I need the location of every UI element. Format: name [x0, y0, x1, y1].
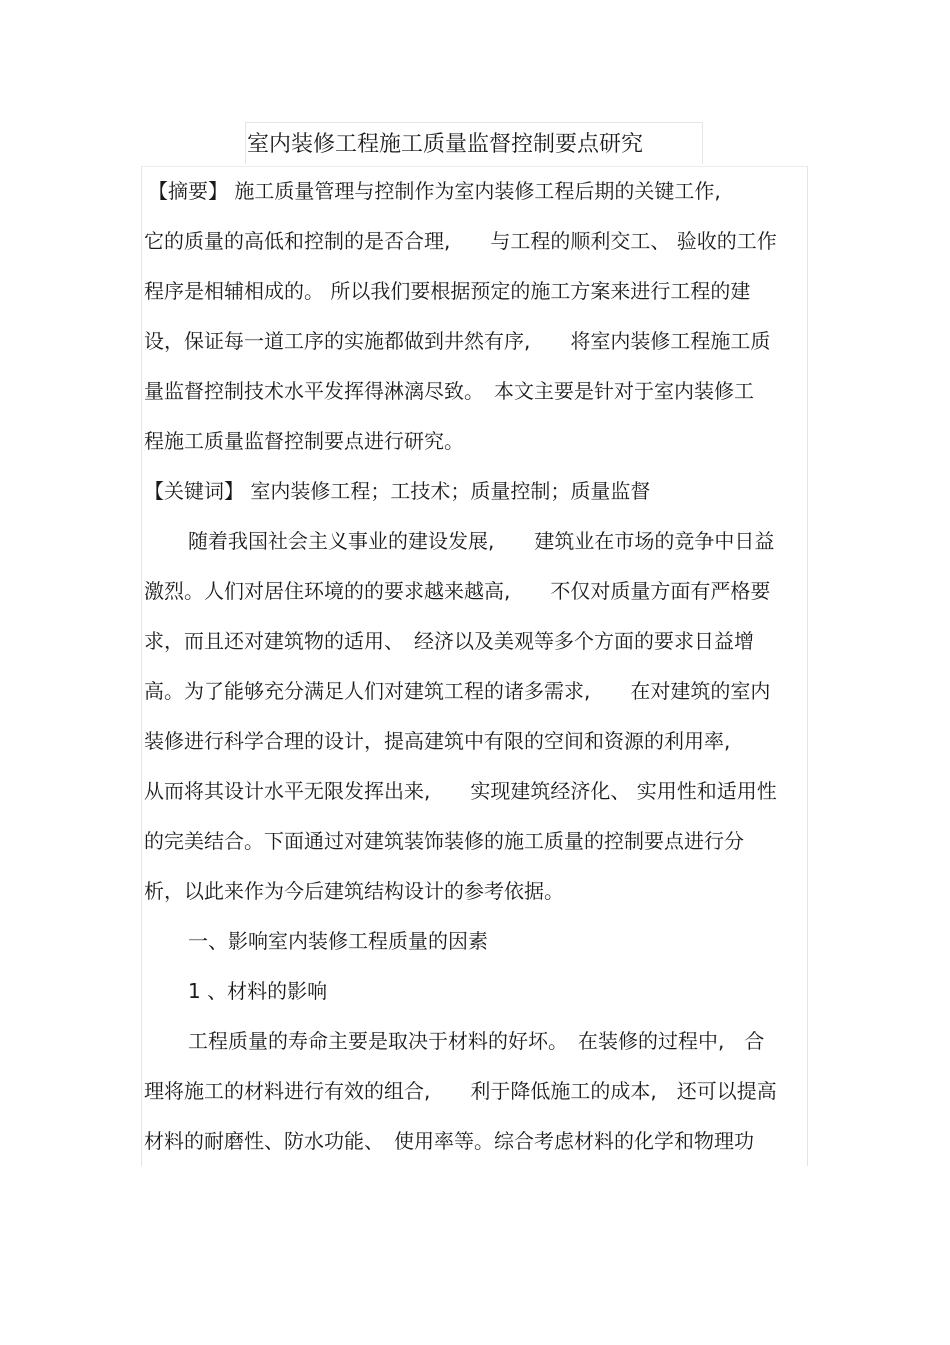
abstract-line-2: 它的质量的高低和控制的是否合理, 与工程的顺利交工、 验收的工作 — [144, 229, 777, 253]
abstract-line-5: 量监督控制技术水平发挥得淋漓尽致。 本文主要是针对于室内装修工 — [144, 379, 754, 403]
intro-line-8: 析，以此来作为今后建筑结构设计的参考依据。 — [144, 879, 564, 903]
section-heading: 一、影响室内装修工程质量的因素 — [188, 929, 488, 953]
intro-line-5: 装修进行科学合理的设计，提高建筑中有限的空间和资源的利用率, — [144, 729, 731, 753]
intro-line-7: 的完美结合。下面通过对建筑装饰装修的施工质量的控制要点进行分 — [144, 829, 744, 853]
abstract-line-4: 设，保证每一道工序的实施都做到井然有序, 将室内装修工程施工质 — [144, 329, 771, 353]
material-line-1: 工程质量的寿命主要是取决于材料的好坏。 在装修的过程中, 合 — [188, 1029, 765, 1053]
keywords-line: 【关键词】 室内装修工程；工技术；质量控制；质量监督 — [144, 479, 651, 503]
intro-line-2: 激烈。人们对居住环境的的要求越来越高, 不仅对质量方面有严格要 — [144, 579, 771, 603]
abstract-line-6: 程施工质量监督控制要点进行研究。 — [144, 429, 464, 453]
body-frame — [141, 166, 808, 1166]
intro-line-4: 高。为了能够充分满足人们对建筑工程的诸多需求, 在对建筑的室内 — [144, 679, 771, 703]
intro-line-3: 求，而且还对建筑物的适用、 经济以及美观等多个方面的要求日益增 — [144, 629, 754, 653]
subsection-heading: 1 、材料的影响 — [188, 979, 328, 1003]
material-line-3: 材料的耐磨性、防水功能、 使用率等。综合考虑材料的化学和物理功 — [144, 1129, 754, 1153]
abstract-line-3: 程序是相辅相成的。 所以我们要根据预定的施工方案来进行工程的建 — [144, 279, 751, 303]
document-title: 室内装修工程施工质量监督控制要点研究 — [247, 132, 644, 157]
intro-line-6: 从而将其设计水平无限发挥出来, 实现建筑经济化、 实用性和适用性 — [144, 779, 777, 803]
material-line-2: 理将施工的材料进行有效的组合, 利于降低施工的成本, 还可以提高 — [144, 1079, 777, 1103]
abstract-line-1: 【摘要】 施工质量管理与控制作为室内装修工程后期的关键工作, — [148, 179, 721, 203]
intro-line-1: 随着我国社会主义事业的建设发展, 建筑业在市场的竞争中日益 — [188, 529, 775, 553]
